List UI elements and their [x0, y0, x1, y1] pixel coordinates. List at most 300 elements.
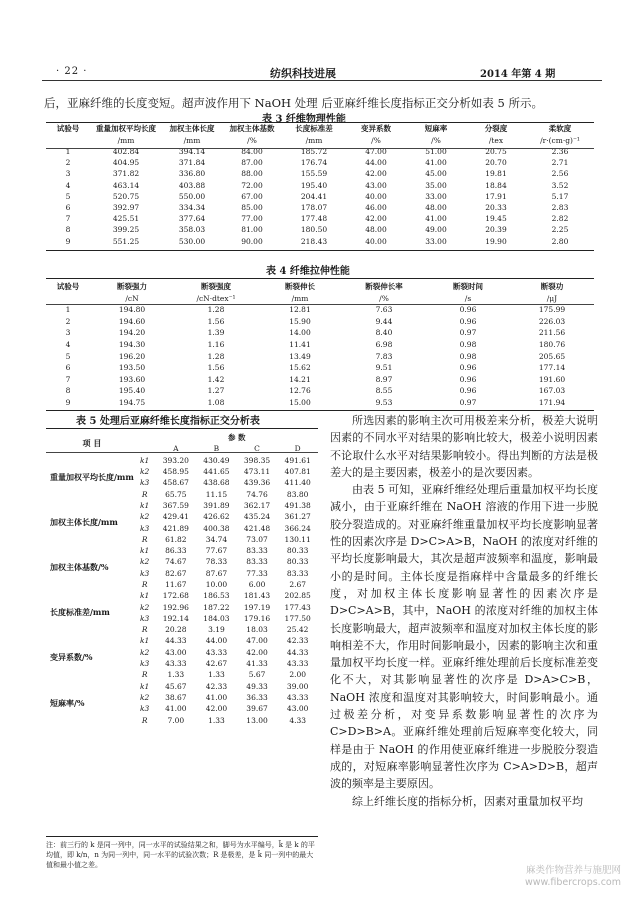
- table-cell: 177.43: [284, 602, 311, 612]
- table-cell: 399.25: [112, 225, 140, 235]
- table-cell: 72.00: [241, 180, 263, 190]
- table-cell: 2.56: [551, 169, 569, 179]
- table-cell: 404.95: [112, 158, 140, 168]
- table-cell: 491.61: [284, 455, 311, 465]
- table-cell: 18.03: [246, 625, 268, 635]
- table3-bottom-rule: [46, 250, 594, 251]
- table-row: [46, 202, 594, 213]
- table3-unit-row: [46, 134, 594, 146]
- column-unit: /%: [371, 135, 381, 145]
- table3-header-row: [46, 122, 594, 134]
- table-cell: 8: [65, 225, 71, 235]
- table-cell: 192.14: [162, 613, 189, 623]
- table-cell: 80.33: [286, 557, 309, 567]
- table-cell: 7.83: [375, 351, 393, 361]
- table4-top-rule: [46, 278, 594, 279]
- table-cell: 421.89: [162, 523, 189, 533]
- table-cell: 19.90: [485, 236, 507, 246]
- table-cell: 177.50: [284, 613, 311, 623]
- column-unit: [46, 292, 90, 304]
- table-cell: 211.56: [538, 328, 566, 338]
- table-cell: 367.59: [162, 500, 189, 510]
- table-row: [46, 374, 594, 386]
- level-label: k3: [140, 478, 150, 488]
- table-row: [46, 455, 318, 466]
- table-cell: 88.00: [241, 169, 263, 179]
- table-cell: 42.00: [205, 704, 228, 714]
- table-cell: 90.00: [241, 236, 263, 246]
- level-label: k1: [140, 500, 150, 510]
- table-cell: 11.15: [205, 489, 228, 499]
- table-row: [46, 327, 594, 339]
- table-cell: 43.33: [165, 659, 187, 669]
- header-rule: [42, 80, 602, 81]
- group-label: 短麻率/%: [50, 697, 85, 708]
- table-cell: 9: [65, 236, 71, 246]
- table-cell: 47.00: [246, 636, 268, 646]
- column-unit: /%: [379, 293, 389, 303]
- table-cell: 43.33: [286, 692, 309, 702]
- table-cell: 67.00: [241, 191, 263, 201]
- table-row: [46, 339, 594, 351]
- level-label: k2: [140, 557, 150, 567]
- table-row: [46, 180, 594, 191]
- table-cell: 362.17: [243, 500, 271, 510]
- table-cell: 0.96: [459, 316, 477, 326]
- table-cell: 473.11: [243, 467, 271, 477]
- table-row: [46, 213, 594, 224]
- table-cell: 74.67: [165, 557, 187, 567]
- level-label: k1: [140, 455, 150, 465]
- table-cell: 85.00: [241, 203, 263, 213]
- table-cell: 41.00: [425, 158, 447, 168]
- table5-bottom-rule: [46, 836, 318, 837]
- table-cell: 34.74: [205, 534, 228, 544]
- table-cell: 394.14: [178, 147, 206, 157]
- table-cell: 196.20: [118, 351, 146, 361]
- table3-caption: 表 3 纤维物理性能: [262, 114, 346, 125]
- issue-label: 2014 年第 4 期: [480, 69, 556, 80]
- table-cell: 1.28: [207, 305, 225, 315]
- table-cell: 40.00: [365, 191, 387, 201]
- table-cell: 8: [65, 386, 71, 396]
- level-label: k3: [140, 704, 150, 714]
- table-cell: 177.14: [538, 363, 566, 373]
- table-cell: 42.00: [246, 647, 268, 657]
- column-unit: /r·(cm·g)⁻¹: [540, 135, 580, 145]
- table-cell: 407.81: [284, 467, 311, 477]
- table-row: [46, 157, 594, 168]
- table5-mid-rule: [46, 452, 318, 453]
- table-cell: 47.00: [365, 147, 387, 157]
- watermark-line2: www.fibercrops.com: [524, 877, 621, 888]
- column-header: 断裂伸长: [285, 281, 315, 291]
- table-cell: 83.33: [246, 557, 268, 567]
- table-cell: 87.00: [241, 158, 263, 168]
- table-cell: 77.33: [246, 568, 268, 578]
- table-cell: 42.33: [205, 681, 228, 691]
- table-cell: 2: [65, 158, 71, 168]
- table-cell: 458.95: [162, 467, 189, 477]
- table-cell: 80.33: [286, 546, 309, 556]
- table-cell: 192.96: [162, 602, 189, 612]
- table-cell: 4.33: [289, 715, 307, 725]
- table-cell: 336.80: [178, 169, 206, 179]
- table-cell: 6.98: [375, 340, 393, 350]
- group-label: 重量加权平均长度/mm: [50, 471, 134, 482]
- table-cell: 0.97: [459, 398, 477, 408]
- table-cell: 77.00: [241, 214, 263, 224]
- table-cell: 2: [65, 316, 71, 326]
- factor-label: C: [254, 444, 260, 454]
- table-cell: 74.76: [246, 489, 268, 499]
- factor-label: B: [213, 444, 220, 454]
- table-cell: 358.03: [178, 225, 206, 235]
- table-cell: 15.62: [289, 363, 311, 373]
- table-cell: 393.20: [162, 455, 189, 465]
- table-cell: 20.28: [165, 625, 187, 635]
- table-cell: 176.74: [300, 158, 328, 168]
- table-cell: 185.72: [300, 147, 328, 157]
- table-cell: 81.00: [241, 225, 263, 235]
- table-cell: 194.75: [118, 398, 146, 408]
- table-cell: 15.90: [289, 316, 311, 326]
- watermark-line1: 麻类作物营养与施肥网: [525, 865, 621, 876]
- table4-mid-rule: [46, 304, 594, 305]
- table-cell: 187.22: [203, 602, 230, 612]
- table-cell: 0.96: [459, 305, 477, 315]
- table-cell: 9: [65, 398, 71, 408]
- table-cell: 12.81: [289, 305, 311, 315]
- table-cell: 2.25: [551, 225, 569, 235]
- table-cell: 7: [65, 214, 71, 224]
- column-header: 加权主体长度: [169, 123, 215, 133]
- table-cell: 180.50: [300, 225, 328, 235]
- table-cell: 65.75: [165, 489, 187, 499]
- table-cell: 5: [65, 351, 71, 361]
- column-unit: [46, 134, 90, 146]
- table-cell: 33.00: [425, 191, 447, 201]
- table-cell: 3.52: [551, 180, 569, 190]
- table-cell: 0.98: [459, 340, 477, 350]
- table-cell: 226.03: [538, 316, 566, 326]
- level-label: R: [141, 625, 148, 635]
- table-cell: 463.14: [112, 180, 140, 190]
- table-cell: 11.67: [165, 580, 187, 589]
- table-cell: 551.25: [112, 236, 140, 246]
- level-label: R: [141, 489, 148, 499]
- table-cell: 83.33: [286, 568, 309, 578]
- column-unit: /cN·dtex⁻¹: [196, 293, 236, 303]
- table-cell: 430.49: [203, 455, 230, 465]
- table-cell: 5: [65, 191, 71, 201]
- intro-text: 后，亚麻纤维的长度变短。超声波作用下 NaOH 处理 后亚麻纤维长度指标正交分析如表 5 所示。: [44, 96, 543, 110]
- table-cell: 44.00: [365, 158, 387, 168]
- level-label: k1: [140, 546, 150, 556]
- column-unit: /tex: [488, 135, 504, 145]
- journal-title: 纺织科技进展: [270, 67, 336, 80]
- table-cell: 172.68: [162, 591, 189, 601]
- table-cell: 12.76: [289, 386, 311, 396]
- level-label: k1: [140, 681, 150, 691]
- table-cell: 48.00: [365, 225, 387, 235]
- table-cell: 1.42: [207, 374, 225, 384]
- table-cell: 441.65: [203, 467, 230, 477]
- table-cell: 73.07: [246, 534, 268, 544]
- table-cell: 44.00: [205, 636, 228, 646]
- table-cell: 86.33: [165, 546, 187, 556]
- level-label: k1: [140, 636, 150, 646]
- table4-header-row: [46, 280, 594, 292]
- table-cell: 1.56: [207, 316, 225, 326]
- table-row: [46, 397, 594, 409]
- table-cell: 41.00: [165, 704, 187, 714]
- table-row: [46, 350, 594, 362]
- table-cell: 43.00: [365, 180, 387, 190]
- table-cell: 8.97: [375, 374, 393, 384]
- table-cell: 425.51: [112, 214, 140, 224]
- table-cell: 1.16: [207, 340, 225, 350]
- table-cell: 20.39: [485, 225, 507, 235]
- table-cell: 78.33: [205, 557, 228, 567]
- table-cell: 87.67: [205, 568, 228, 578]
- table-cell: 426.62: [203, 512, 230, 522]
- table-cell: 411.40: [284, 478, 311, 488]
- table-cell: 204.41: [300, 191, 328, 201]
- column-unit: /μJ: [546, 293, 558, 303]
- table-cell: 361.27: [284, 512, 311, 522]
- table-cell: 17.91: [485, 191, 507, 201]
- table-cell: 45.00: [425, 169, 447, 179]
- column-header: 短麻率: [424, 123, 448, 133]
- table-cell: 181.43: [243, 591, 271, 601]
- table-cell: 167.03: [538, 386, 566, 396]
- table-cell: 0.98: [459, 351, 477, 361]
- group-label: 加权主体基数/%: [50, 562, 109, 573]
- level-label: k2: [140, 692, 150, 702]
- table-cell: 175.99: [538, 305, 566, 315]
- table-cell: 205.65: [538, 351, 566, 361]
- table-row: [46, 316, 594, 328]
- table-cell: 171.94: [538, 398, 566, 408]
- table-row: [46, 681, 318, 692]
- column-unit: /%: [431, 135, 441, 145]
- table-cell: 178.07: [300, 203, 328, 213]
- column-header: 试验号: [56, 123, 80, 133]
- table-cell: 5.17: [551, 191, 569, 201]
- column-header: 试验号: [56, 281, 80, 291]
- table-cell: 402.84: [112, 147, 140, 157]
- table-cell: 371.82: [112, 169, 140, 179]
- table-cell: 43.00: [165, 647, 187, 657]
- table-cell: 334.34: [178, 203, 206, 213]
- table-cell: 3: [65, 328, 71, 338]
- table-cell: 18.84: [485, 180, 507, 190]
- table-cell: 8.55: [375, 386, 393, 396]
- table5-param-header: 参 数: [227, 433, 246, 443]
- table-cell: 3: [65, 169, 71, 179]
- table-cell: 391.89: [203, 500, 230, 510]
- table-cell: 403.88: [178, 180, 206, 190]
- table-cell: 19.81: [485, 169, 507, 179]
- level-label: k1: [140, 591, 150, 601]
- level-label: k2: [140, 512, 150, 522]
- table-cell: 377.64: [178, 214, 206, 224]
- table-cell: 39.00: [286, 681, 309, 691]
- column-unit: /mm: [291, 293, 309, 303]
- table-cell: 48.00: [425, 203, 447, 213]
- paragraph: 所选因素的影响主次可用极差来分析，极差大说明因素的不同水平对结果的影响比较大，极差小说明因素不论取什么水平对结果影响较小。得出判断的方法是极差大的是主要因素，极差小的是次要因素。: [330, 414, 598, 479]
- table-cell: 177.48: [300, 214, 328, 224]
- table-cell: 439.36: [243, 478, 271, 488]
- level-label: k2: [140, 602, 150, 612]
- table-cell: 2.80: [551, 236, 569, 246]
- table-cell: 42.67: [205, 659, 228, 669]
- table-cell: 4: [65, 180, 71, 190]
- table-cell: 194.60: [118, 316, 146, 326]
- table-cell: 42.00: [365, 169, 387, 179]
- table-cell: 6: [65, 363, 71, 373]
- table-cell: 184.03: [203, 613, 230, 623]
- table-cell: 5.67: [248, 670, 266, 680]
- level-label: R: [141, 534, 148, 544]
- table-cell: 84.00: [241, 147, 263, 157]
- column-header: 断裂功: [540, 281, 564, 291]
- table-cell: 39.67: [246, 704, 268, 714]
- table-row: [46, 362, 594, 374]
- table-cell: 11.41: [289, 340, 311, 350]
- table-cell: 41.33: [246, 659, 268, 669]
- table-cell: 194.80: [118, 305, 146, 315]
- column-unit: /mm: [183, 135, 201, 145]
- table-cell: 1.33: [208, 670, 225, 680]
- table-cell: 9.51: [375, 363, 393, 373]
- table-cell: 41.00: [205, 692, 228, 702]
- table-row: [46, 304, 594, 316]
- table5-note: 注：前三行的 k 是同一列中，同一水平的试验结果之和，脚号为水平编号，k̄ 是 k 的平均值，即 k/n，n 为同一列中，同一水平的试验次数；R 是极差，是 k̄ 同一列中的最大值和最小值之差。: [46, 841, 315, 869]
- table-cell: 195.40: [118, 386, 146, 396]
- table-cell: 193.60: [118, 374, 146, 384]
- table-cell: 44.33: [165, 636, 187, 646]
- column-unit: /s: [464, 293, 472, 303]
- table-row: [46, 224, 594, 235]
- table-cell: 7: [65, 374, 71, 384]
- table-cell: 0.96: [459, 386, 477, 396]
- table-cell: 43.33: [286, 659, 309, 669]
- table-cell: 400.38: [203, 523, 230, 533]
- table-cell: 0.97: [459, 328, 477, 338]
- table-row: [46, 236, 594, 247]
- table-cell: 179.16: [243, 613, 271, 623]
- level-label: k2: [140, 467, 150, 477]
- table-cell: 4: [65, 340, 71, 350]
- level-label: k3: [140, 568, 150, 578]
- table-cell: 194.20: [118, 328, 146, 338]
- table-cell: 13.49: [289, 351, 311, 361]
- table-cell: 1.56: [207, 363, 225, 373]
- column-header: 断裂强力: [117, 281, 147, 291]
- table-cell: 435.24: [243, 512, 271, 522]
- table-cell: 14.21: [289, 374, 311, 384]
- table-row: [46, 191, 594, 202]
- watermark: [525, 865, 621, 889]
- table-cell: 1.33: [167, 670, 185, 680]
- table-cell: 0.96: [459, 363, 477, 373]
- table-cell: 77.67: [205, 546, 228, 556]
- table-cell: 530.00: [178, 236, 206, 246]
- table-cell: 1: [65, 305, 71, 315]
- table5-top-rule: [46, 428, 318, 429]
- table-cell: 2.00: [289, 670, 307, 680]
- column-header: 断裂时间: [453, 281, 483, 291]
- table-cell: 42.33: [286, 636, 309, 646]
- table-cell: 14.00: [289, 328, 311, 338]
- page-number: · 22 ·: [56, 66, 88, 77]
- table-cell: 61.82: [165, 534, 187, 544]
- column-header: 变异系数: [361, 123, 391, 133]
- table-cell: 7.00: [167, 715, 185, 725]
- column-unit: /mm: [117, 135, 135, 145]
- table4-bottom-rule: [46, 410, 594, 411]
- level-label: k3: [140, 613, 150, 623]
- column-unit: /mm: [305, 135, 323, 145]
- table-cell: 19.45: [485, 214, 507, 224]
- table-cell: 520.75: [112, 191, 140, 201]
- table-cell: 421.48: [243, 523, 271, 533]
- table-cell: 130.11: [284, 534, 311, 544]
- table-row: [46, 590, 318, 601]
- table-cell: 33.00: [425, 236, 447, 246]
- table-cell: 45.67: [165, 681, 187, 691]
- level-label: k2: [140, 647, 150, 657]
- table-cell: 13.00: [246, 715, 268, 725]
- table-cell: 3.19: [208, 625, 225, 635]
- table-cell: 366.24: [284, 523, 311, 533]
- table4-caption: 表 4 纤维拉伸性能: [266, 266, 350, 277]
- table-cell: 8.40: [375, 328, 393, 338]
- table5-body: [46, 455, 318, 726]
- table-cell: 49.00: [425, 225, 447, 235]
- table-cell: 42.00: [365, 214, 387, 224]
- table-cell: 1.33: [208, 715, 225, 725]
- column-header: 重量加权平均长度: [96, 123, 156, 133]
- table-cell: 1: [65, 147, 71, 157]
- table-cell: 2.67: [289, 580, 307, 589]
- table-cell: 491.38: [284, 500, 311, 510]
- factor-label: D: [294, 444, 301, 454]
- table-cell: 20.33: [485, 203, 507, 213]
- right-column-text: [330, 412, 598, 810]
- table-cell: 2.82: [551, 214, 569, 224]
- table-cell: 25.42: [286, 625, 309, 635]
- table-row: [46, 168, 594, 179]
- level-label: R: [141, 670, 148, 680]
- column-header: 断裂伸长率: [365, 281, 403, 291]
- table-cell: 392.97: [112, 203, 140, 213]
- table-cell: 9.53: [375, 398, 393, 408]
- table-cell: 7.63: [375, 305, 393, 315]
- table-cell: 6.00: [248, 580, 266, 589]
- column-unit: /%: [247, 135, 257, 145]
- table-cell: 10.00: [205, 580, 228, 589]
- table3: [46, 122, 594, 247]
- table-cell: 155.59: [300, 169, 328, 179]
- table-cell: 35.00: [425, 180, 447, 190]
- paragraph: 综上纤维长度的指标分析，因素对重量加权平均: [352, 794, 583, 808]
- table-cell: 83.33: [246, 546, 268, 556]
- table-cell: 20.70: [485, 158, 507, 168]
- table-cell: 9.44: [375, 316, 393, 326]
